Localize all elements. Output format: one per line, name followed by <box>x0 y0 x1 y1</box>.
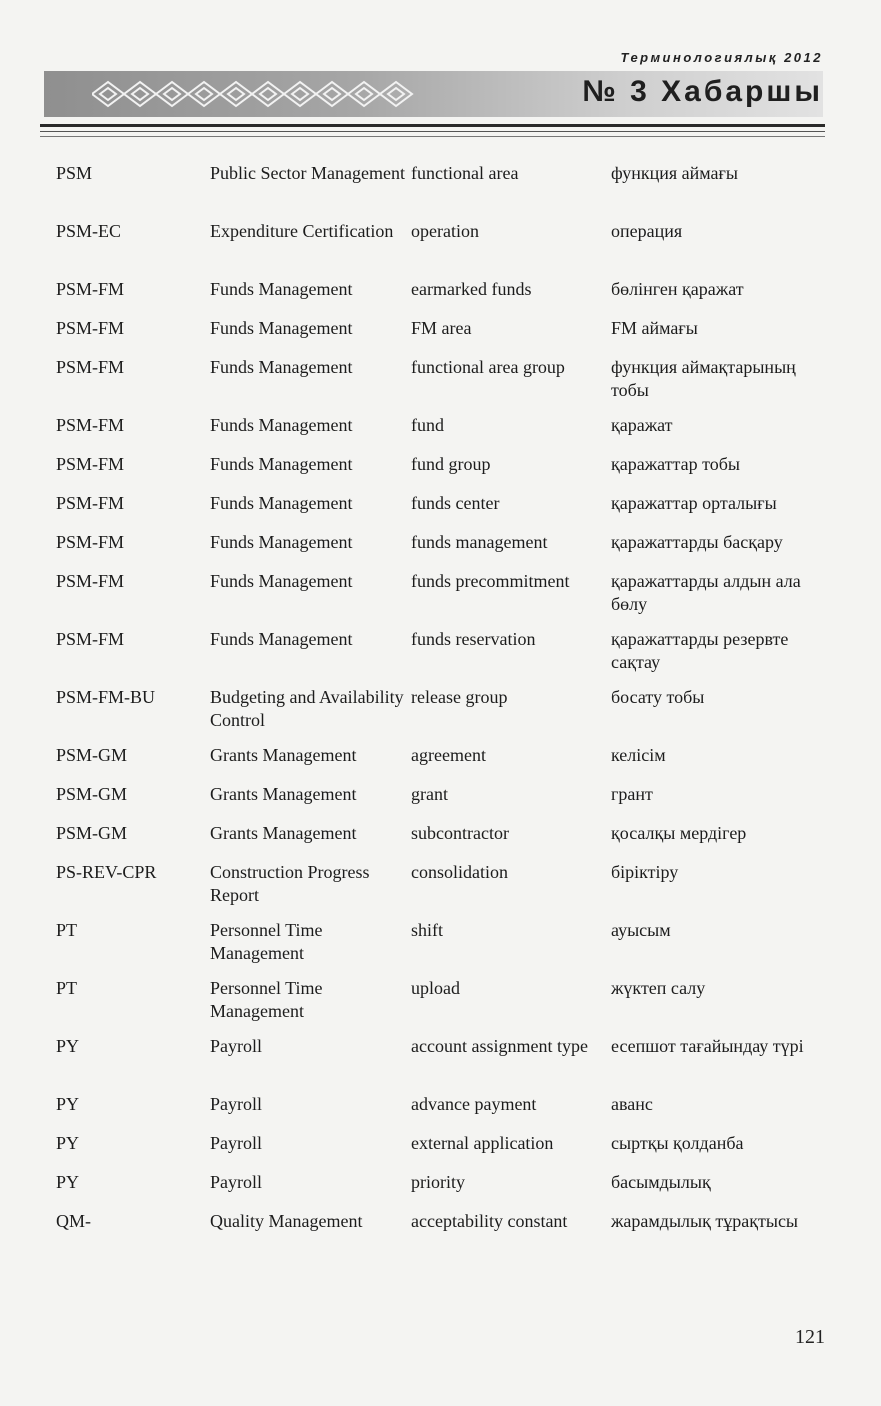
english-term: subcontractor <box>411 823 509 843</box>
kazakh-term: қаражаттарды алдын ала бөлу <box>611 571 801 614</box>
module-name: Personnel Time Management <box>210 978 323 1021</box>
kazakh-term: жүктеп салу <box>611 978 706 998</box>
module-name: Grants Management <box>210 823 357 843</box>
module-code: PSM-FM <box>56 532 125 552</box>
kazakh-term: жарамдылық тұрақтысы <box>611 1211 799 1231</box>
english-term: release group <box>411 687 508 707</box>
header-band <box>44 71 823 117</box>
module-code: PSM-GM <box>56 823 128 843</box>
english-term: agreement <box>411 745 486 765</box>
term-row <box>56 783 836 822</box>
module-code: PSM-FM <box>56 571 125 591</box>
english-term: funds precommitment <box>411 571 570 591</box>
module-code: PT <box>56 978 78 998</box>
module-name: Funds Management <box>210 318 353 338</box>
kazakh-term: келісім <box>611 745 666 765</box>
term-row <box>56 744 836 783</box>
kazakh-term: грант <box>611 784 653 804</box>
kazakh-term: FM аймағы <box>611 318 698 338</box>
english-term: funds management <box>411 532 548 552</box>
module-name: Funds Management <box>210 532 353 552</box>
ornament-icon <box>92 77 422 111</box>
english-term: funds reservation <box>411 629 536 649</box>
english-term: functional area <box>411 163 519 183</box>
module-name: Funds Management <box>210 454 353 474</box>
kazakh-term: қаражаттар тобы <box>611 454 741 474</box>
english-term: priority <box>411 1172 465 1192</box>
kazakh-term: қаражаттарды резервте сақтау <box>611 629 789 672</box>
term-row <box>56 822 836 861</box>
kazakh-term: қаражат <box>611 415 673 435</box>
term-row <box>56 686 836 744</box>
module-code: QM- <box>56 1211 91 1231</box>
module-code: PSM-EC <box>56 221 122 241</box>
term-row <box>56 919 836 977</box>
module-name: Budgeting and Availability Control <box>210 687 404 730</box>
module-code: PSM-FM <box>56 493 125 513</box>
term-row <box>56 977 836 1035</box>
english-term: earmarked funds <box>411 279 532 299</box>
kazakh-term: бөлінген қаражат <box>611 279 744 299</box>
kazakh-term: функция аймақтарының тобы <box>611 357 796 400</box>
kazakh-term: біріктіру <box>611 862 679 882</box>
module-name: Funds Management <box>210 629 353 649</box>
module-code: PSM-FM <box>56 629 125 649</box>
journal-title: Терминологиялық 2012 <box>620 50 823 65</box>
term-row <box>56 414 836 453</box>
english-term: shift <box>411 920 444 940</box>
module-code: PSM-FM-BU <box>56 687 156 707</box>
term-row <box>56 1132 836 1171</box>
page-number: 121 <box>795 1326 825 1348</box>
module-name: Grants Management <box>210 745 357 765</box>
kazakh-term: операция <box>611 221 683 241</box>
module-name: Payroll <box>210 1094 262 1114</box>
module-code: PSM-FM <box>56 454 125 474</box>
english-term: external application <box>411 1133 554 1153</box>
term-row <box>56 278 836 317</box>
module-name: Grants Management <box>210 784 357 804</box>
english-term: fund <box>411 415 444 435</box>
module-name: Payroll <box>210 1036 262 1056</box>
terminology-table <box>56 162 836 1268</box>
module-name: Personnel Time Management <box>210 920 323 963</box>
english-term: account assignment type <box>411 1036 588 1056</box>
module-name: Funds Management <box>210 493 353 513</box>
kazakh-term: басымдылық <box>611 1172 711 1192</box>
module-name: Public Sector Management <box>210 163 405 183</box>
module-code: PS-REV-CPR <box>56 862 157 882</box>
term-row <box>56 861 836 919</box>
module-code: PSM-GM <box>56 745 128 765</box>
english-term: advance payment <box>411 1094 537 1114</box>
issue-title: № 3 Хабаршы <box>582 75 823 108</box>
kazakh-term: аванс <box>611 1094 653 1114</box>
english-term: functional area group <box>411 357 565 377</box>
module-name: Payroll <box>210 1172 262 1192</box>
kazakh-term: қаражаттарды басқару <box>611 532 783 552</box>
module-code: PSM-FM <box>56 279 125 299</box>
term-row <box>56 453 836 492</box>
module-code: PY <box>56 1133 80 1153</box>
module-code: PSM-FM <box>56 318 125 338</box>
module-code: PY <box>56 1172 80 1192</box>
module-code: PSM-FM <box>56 415 125 435</box>
kazakh-term: қаражаттар орталығы <box>611 493 777 513</box>
term-row <box>56 356 836 414</box>
english-term: grant <box>411 784 448 804</box>
term-row <box>56 531 836 570</box>
kazakh-term: есепшот тағайындау түрі <box>611 1036 804 1056</box>
module-code: PSM <box>56 163 93 183</box>
kazakh-term: ауысым <box>611 920 671 940</box>
module-name: Construction Progress Report <box>210 862 370 905</box>
term-row <box>56 1035 836 1093</box>
term-row <box>56 492 836 531</box>
english-term: upload <box>411 978 460 998</box>
module-name: Funds Management <box>210 357 353 377</box>
term-row <box>56 317 836 356</box>
kazakh-term: сыртқы қолданба <box>611 1133 744 1153</box>
english-term: fund group <box>411 454 491 474</box>
module-name: Funds Management <box>210 279 353 299</box>
kazakh-term: босату тобы <box>611 687 705 707</box>
kazakh-term: қосалқы мердігер <box>611 823 747 843</box>
module-name: Payroll <box>210 1133 262 1153</box>
header-rule-thin <box>40 136 825 137</box>
module-code: PY <box>56 1036 80 1056</box>
module-code: PY <box>56 1094 80 1114</box>
module-name: Expenditure Certification <box>210 221 394 241</box>
module-name: Funds Management <box>210 415 353 435</box>
module-code: PT <box>56 920 78 940</box>
english-term: funds center <box>411 493 500 513</box>
term-row <box>56 220 836 278</box>
term-row <box>56 1171 836 1210</box>
english-term: FM area <box>411 318 472 338</box>
term-row <box>56 1093 836 1132</box>
term-row <box>56 570 836 628</box>
term-row <box>56 628 836 686</box>
module-name: Quality Management <box>210 1211 363 1231</box>
term-row <box>56 1210 836 1268</box>
english-term: acceptability constant <box>411 1211 568 1231</box>
english-term: consolidation <box>411 862 508 882</box>
english-term: operation <box>411 221 479 241</box>
module-code: PSM-FM <box>56 357 125 377</box>
header-rule-thin <box>40 131 825 132</box>
kazakh-term: функция аймағы <box>611 163 738 183</box>
term-row <box>56 162 836 220</box>
header-rule <box>40 124 825 127</box>
module-code: PSM-GM <box>56 784 128 804</box>
module-name: Funds Management <box>210 571 353 591</box>
